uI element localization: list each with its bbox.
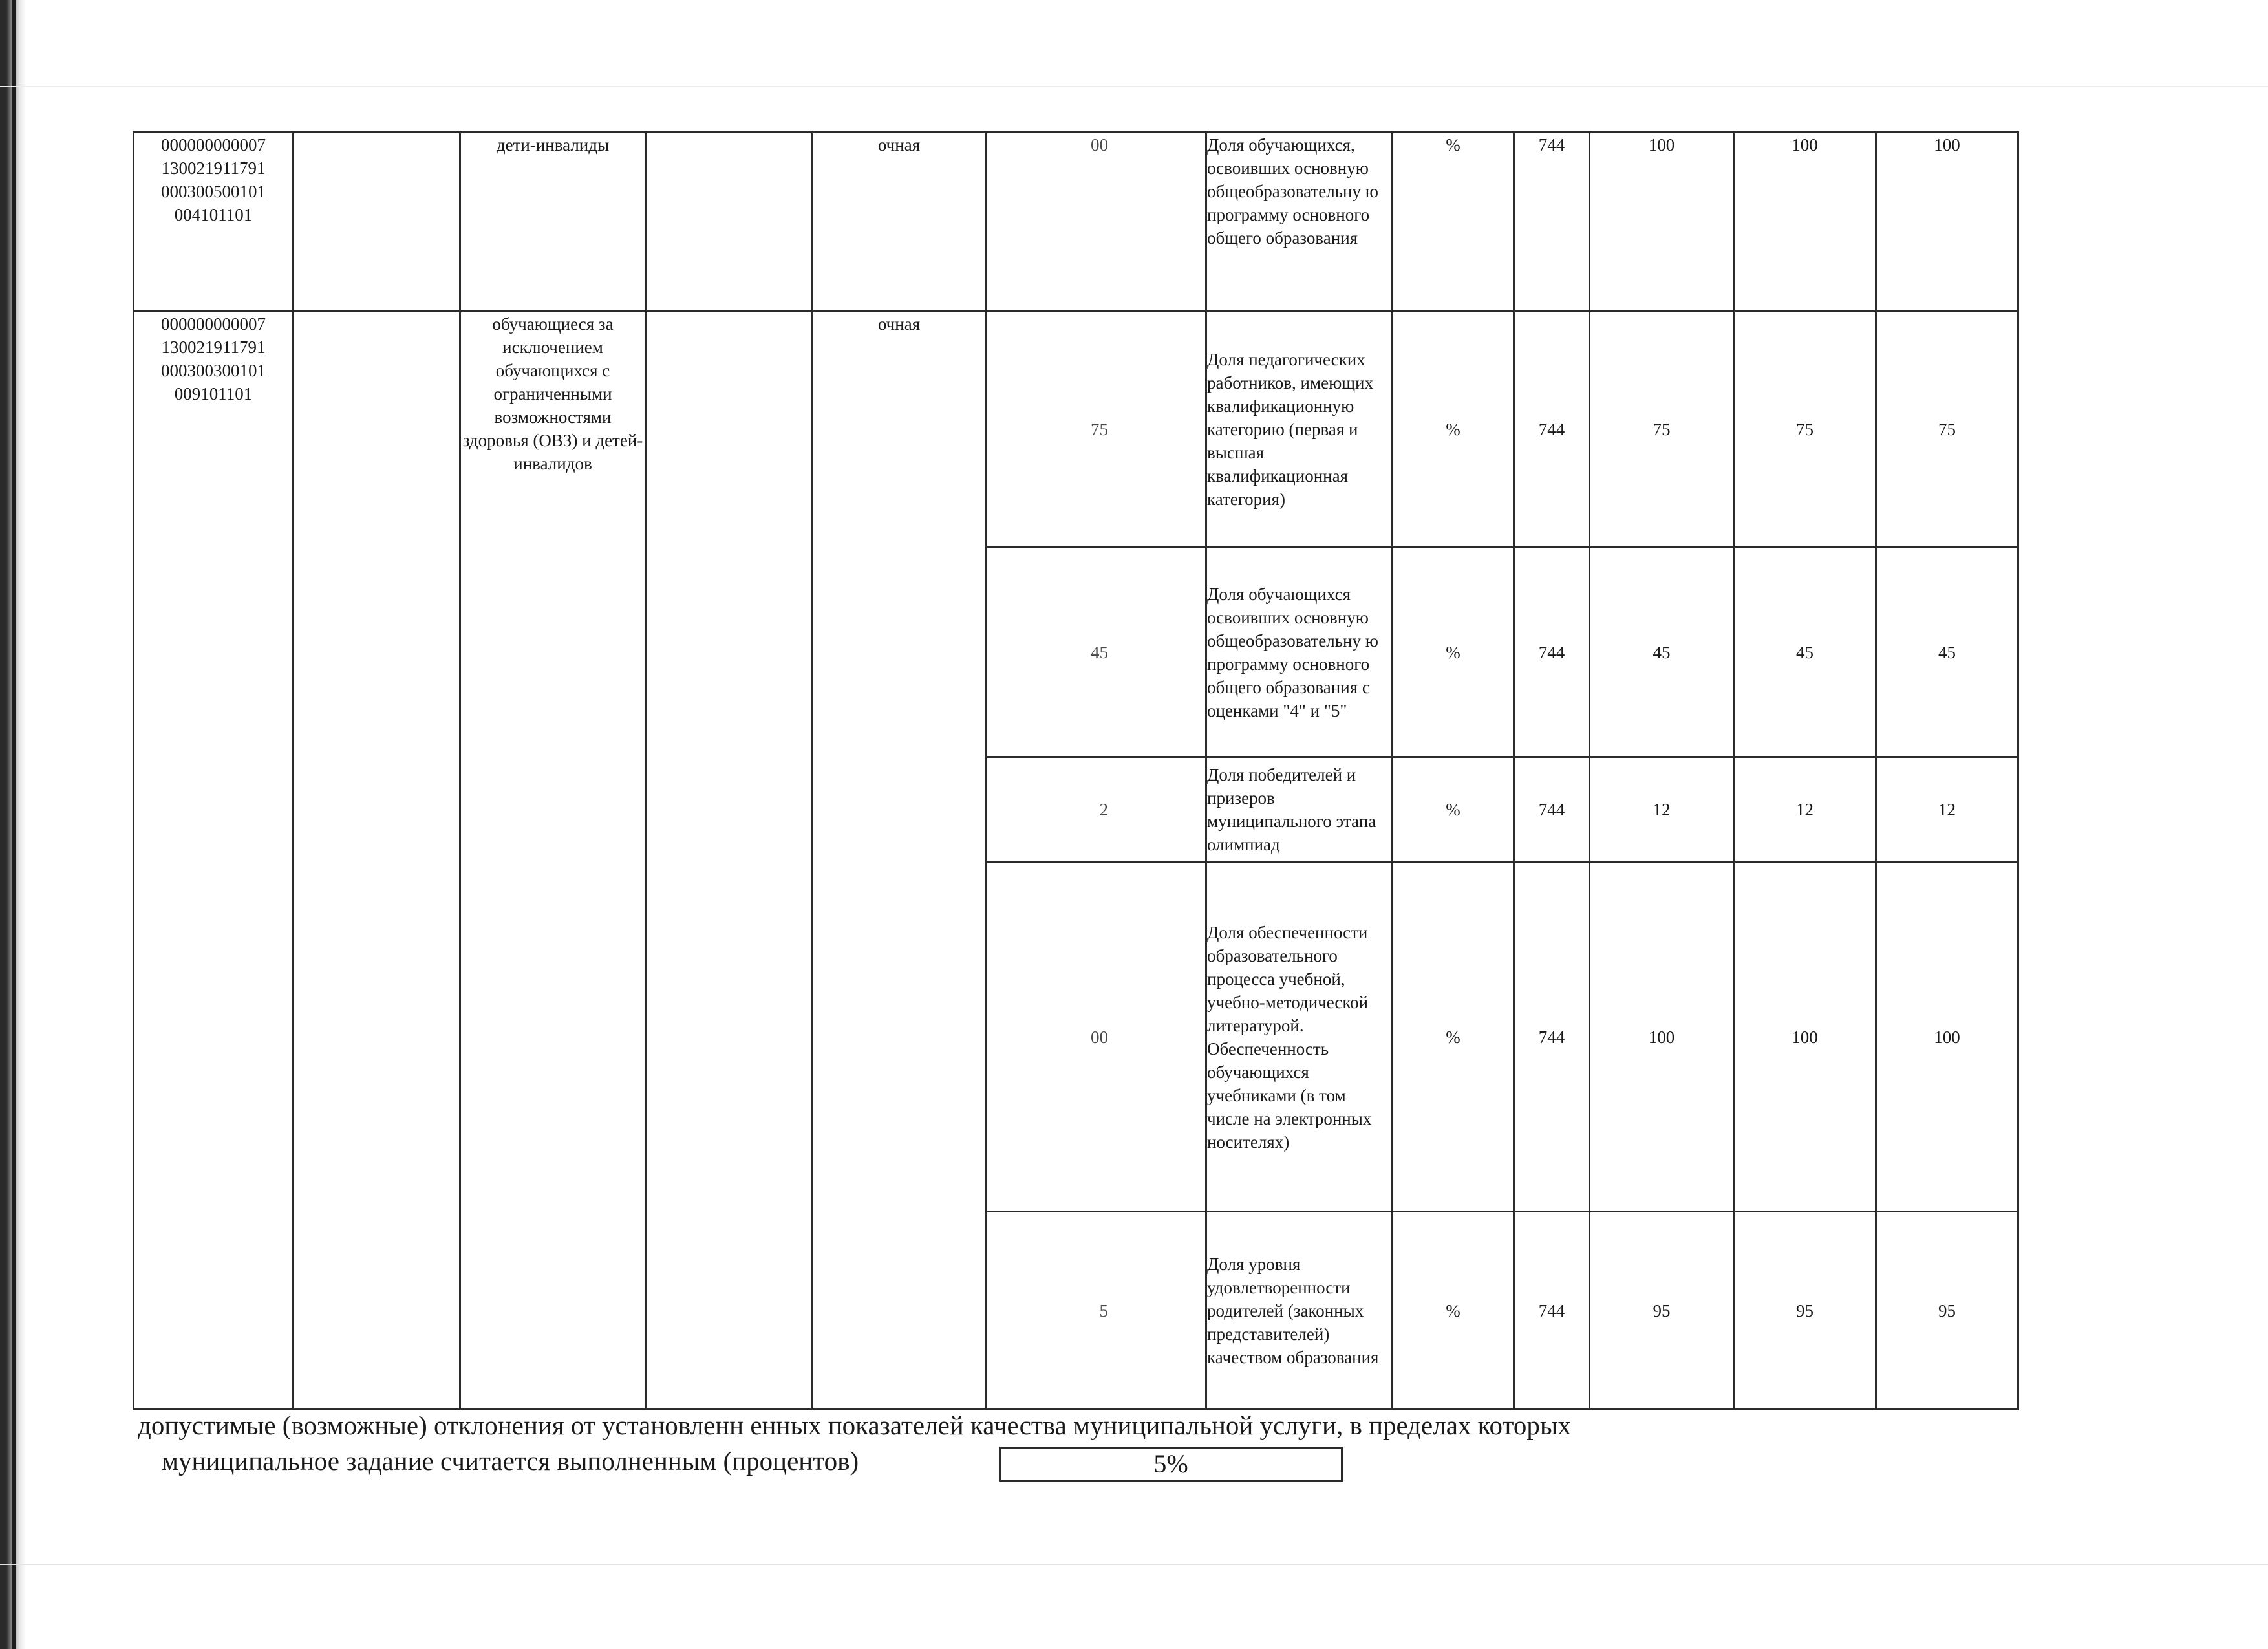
scan-line-top: [0, 86, 2268, 87]
unit-cell: %: [1393, 863, 1514, 1212]
indicator-name: Доля обучающихся, освоивших основную общеобразовательну ю программу основного общего образования: [1206, 133, 1393, 312]
value-cell: 100: [1590, 863, 1734, 1212]
unit-cell: %: [1393, 548, 1514, 757]
quality-indicators-table: [133, 131, 2019, 1410]
indicator-name: Доля обеспеченности образовательного процесса учебной, учебно-методической литературой. Обеспеченность обучающихся учебниками (в том числе на электронных носителях): [1206, 863, 1393, 1212]
empty-cell: [646, 133, 812, 312]
deviation-text-line2: муниципальное задание считается выполненным (процентов): [162, 1446, 859, 1476]
category-cell: дети-инвалиды: [460, 133, 646, 312]
okei-cell: 744: [1514, 312, 1590, 548]
value-cell: 100: [1734, 133, 1876, 312]
indicator-name: Доля педагогических работников, имеющих квалификационную категорию (первая и высшая квалификационная категория): [1206, 312, 1393, 548]
faded-value: 5: [987, 1212, 1206, 1410]
table-row: [134, 312, 2018, 548]
table-row: [134, 133, 2018, 312]
empty-cell: [294, 133, 460, 312]
value-cell: 45: [1876, 548, 2018, 757]
empty-cell: [294, 312, 460, 1410]
okei-cell: 744: [1514, 757, 1590, 863]
value-cell: 100: [1876, 863, 2018, 1212]
faded-value: 00: [987, 863, 1206, 1212]
value-cell: 75: [1734, 312, 1876, 548]
value-cell: 95: [1734, 1212, 1876, 1410]
faded-value: 00: [987, 133, 1206, 312]
okei-cell: 744: [1514, 1212, 1590, 1410]
value-cell: 75: [1590, 312, 1734, 548]
value-cell: 45: [1590, 548, 1734, 757]
value-cell: 12: [1590, 757, 1734, 863]
okei-cell: 744: [1514, 863, 1590, 1212]
value-cell: 12: [1876, 757, 2018, 863]
category-cell: обучающиеся за исключением обучающихся с ограниченными возможностями здоровья (ОВЗ) и детей-инвалидов: [460, 312, 646, 1410]
value-cell: 75: [1876, 312, 2018, 548]
value-cell: 45: [1734, 548, 1876, 757]
okei-cell: 744: [1514, 133, 1590, 312]
faded-value: 75: [987, 312, 1206, 548]
okei-cell: 744: [1514, 548, 1590, 757]
value-cell: 100: [1876, 133, 2018, 312]
indicator-name: Доля победителей и призеров муниципального этапа олимпиад: [1206, 757, 1393, 863]
unit-cell: %: [1393, 133, 1514, 312]
deviation-text-line1: допустимые (возможные) отклонения от установленн енных показателей качества муниципальной услуги, в пределах которых: [138, 1410, 1571, 1440]
empty-cell: [646, 312, 812, 1410]
value-cell: 100: [1734, 863, 1876, 1212]
value-cell: 12: [1734, 757, 1876, 863]
value-cell: 100: [1590, 133, 1734, 312]
unit-cell: %: [1393, 312, 1514, 548]
faded-value: 45: [987, 548, 1206, 757]
registry-code: 000000000007 130021911791 000300300101 009101101: [134, 312, 294, 1410]
value-cell: 95: [1876, 1212, 2018, 1410]
form-cell: очная: [812, 312, 987, 1410]
unit-cell: %: [1393, 1212, 1514, 1410]
faded-value: 2: [987, 757, 1206, 863]
deviation-value-box: 5%: [999, 1447, 1343, 1482]
form-cell: очная: [812, 133, 987, 312]
value-cell: 95: [1590, 1212, 1734, 1410]
scan-line-bottom: [0, 1564, 2268, 1565]
scan-edge-line: [12, 0, 16, 1649]
indicator-name: Доля обучающихся освоивших основную общеобразовательну ю программу основного общего образования с оценками "4" и "5": [1206, 548, 1393, 757]
indicator-name: Доля уровня удовлетворенности родителей (законных представителей) качеством образования: [1206, 1212, 1393, 1410]
unit-cell: %: [1393, 757, 1514, 863]
registry-code: 000000000007 130021911791 000300500101 004101101: [134, 133, 294, 312]
